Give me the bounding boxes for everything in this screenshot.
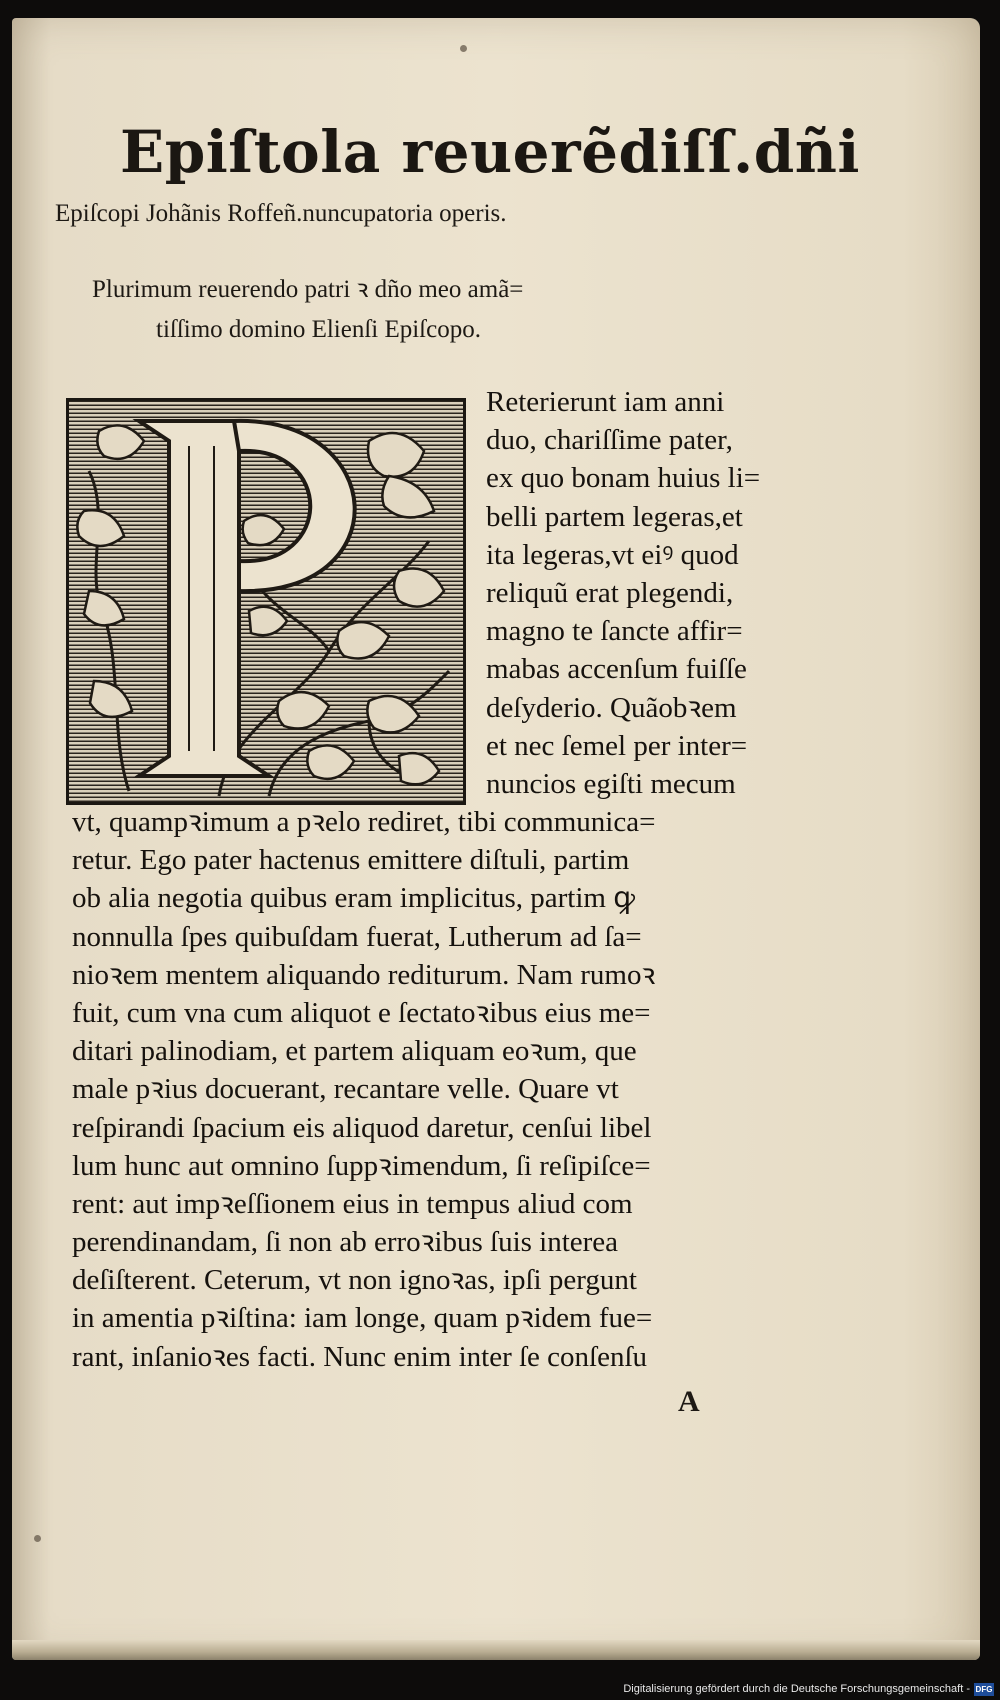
text-line: nonnulla ſpes quibuſdam fuerat, Lutherum ad ſa= bbox=[72, 920, 642, 953]
text-line: nioꝛem mentem aliquando rediturum. Nam rumoꝛ bbox=[72, 958, 656, 991]
text-line: vt, quampꝛimum a pꝛelo rediret, tibi communica= bbox=[72, 806, 656, 838]
decorated-initial bbox=[66, 398, 466, 805]
signature-mark: A bbox=[678, 1385, 700, 1418]
paragraph-wide bbox=[72, 803, 655, 1376]
dedication bbox=[92, 270, 523, 350]
text-line: rent: aut impꝛeſſionem eius in tempus aliud com bbox=[72, 1187, 633, 1220]
text-line: reſpirandi ſpacium eis aliquod daretur, cenſui libel bbox=[72, 1111, 652, 1144]
text-line: nuncios egiſti mecum bbox=[486, 767, 736, 800]
text-line: duo, chariſſime pater, bbox=[486, 424, 733, 457]
text-line: Reterierunt iam anni bbox=[486, 386, 725, 418]
text-line: magno te ſancte affir= bbox=[486, 615, 743, 648]
text-line: in amentia pꝛiſtina: iam longe, quam pꝛidem fue= bbox=[72, 1302, 653, 1335]
text-line: ex quo bonam huius li= bbox=[486, 462, 761, 495]
paragraph-narrow bbox=[486, 383, 760, 803]
funding-credit: Digitalisierung gefördert durch die Deutsche Forschungsgemeinschaft - bbox=[623, 1683, 970, 1695]
text-line: perendinandam, ſi non ab erroꝛibus ſuis interea bbox=[72, 1226, 619, 1259]
dedication-line: tiſſimo domino Elienſi Epiſcopo. bbox=[156, 316, 481, 343]
text-line: ditari palinodiam, et partem aliquam eoꝛum, que bbox=[72, 1035, 637, 1068]
dedication-line: Plurimum reuerendo patri ꝛ dño meo amã= bbox=[92, 276, 524, 303]
footer-bar bbox=[0, 1678, 1000, 1700]
text-line: rant, inſanioꝛes facti. Nunc enim inter ſe conſenſu bbox=[72, 1340, 648, 1373]
text-line: et nec ſemel per inter= bbox=[486, 729, 748, 762]
woodcut-initial-illustration bbox=[69, 401, 463, 802]
text-line: belli partem legeras,et bbox=[486, 500, 743, 533]
paper-speck bbox=[460, 45, 467, 52]
page-title: Epiſtola reuerẽdiſſ.dñi bbox=[120, 118, 860, 186]
text-line: lum hunc aut omnino ſuppꝛimendum, ſi reſipiſce= bbox=[72, 1149, 651, 1182]
paper-speck bbox=[34, 1535, 41, 1542]
text-line: retur. Ego pater hactenus emittere diſtuli, partim bbox=[72, 844, 630, 877]
text-line: mabas accenſum fuiſſe bbox=[486, 653, 747, 686]
dfg-logo[interactable]: DFG bbox=[975, 1685, 993, 1694]
text-line: deſyderio. Quãobꝛem bbox=[486, 691, 737, 724]
text-line: reliquũ erat plegendi, bbox=[486, 576, 734, 609]
text-line: ob alia negotia quibus eram implicitus, partim ꝙ bbox=[72, 882, 635, 915]
text-line: fuit, cum vna cum aliquot e ſectatoꝛibus eius me= bbox=[72, 996, 651, 1029]
text-line: ita legeras,vt eiꝰ quod bbox=[486, 538, 739, 571]
text-line: male pꝛius docuerant, recantare velle. Quare vt bbox=[72, 1073, 619, 1106]
page-edge bbox=[12, 1640, 980, 1660]
text-line: deſiſterent. Ceterum, vt non ignoꝛas, ipſi pergunt bbox=[72, 1264, 637, 1297]
page-subtitle: Epiſcopi Johãnis Roffeñ.nuncupatoria operis. bbox=[55, 200, 507, 227]
